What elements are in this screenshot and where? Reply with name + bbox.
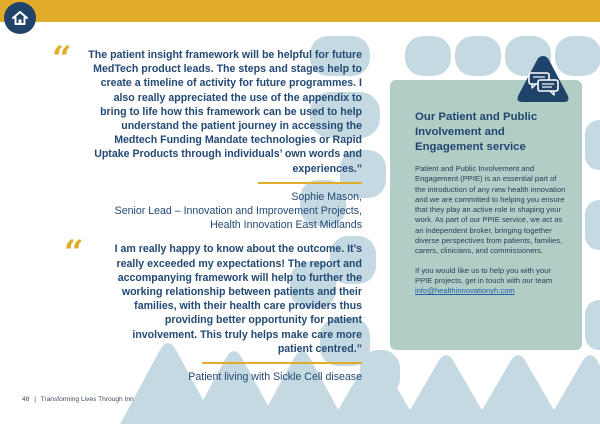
quote-attribution-role: Senior Lead – Innovation and Improvement Projects, [114,205,362,218]
quote-mark-icon: “ [64,233,84,274]
panel-title: Our Patient and Public Involvement and Engagement service [415,111,538,153]
panel-contact-text: If you would like us to help you with your PPIE projects, get in touch with our team [415,265,553,285]
top-bar [0,0,600,22]
footer-separator: | [34,396,36,403]
divider [202,362,362,364]
testimonials [40,39,362,384]
email-link[interactable]: info@healthinnovationyh.com [415,286,515,296]
panel-paragraph-2 [415,266,566,297]
publication-title: Transforming Lives Through Inn [40,396,134,403]
quote-attribution-name: Patient living with Sickle Cell disease [188,371,362,384]
testimonial-2 [40,233,362,384]
quote-attribution-name: Sophie Mason, [291,190,362,203]
quote-text: I am really happy to know about the outcome. It’s really exceeded my expectations! The report and accompanying framework will help to further the working relationship between patients and their families, with their health care providers thus providing better opportunity for patient involvement. This truly helps make care more patient centred.” [114,243,362,355]
ppie-info-panel [390,80,582,350]
page-footer [22,396,134,403]
quote-mark-icon: “ [52,39,72,79]
quote-attribution-org: Health Innovation East Midlands [210,219,362,232]
chat-bubbles-icon [516,54,570,106]
divider [258,182,362,184]
home-icon [10,8,30,28]
testimonial-1 [40,39,362,232]
quote-text: The patient insight framework will be helpful for future MedTech product leads. The steps and stages help to create a timeline of activity for future programmes. I also really appreciated the use of the appendix to bring to life how this framework can be used to help understand the patient journey in accessing the Medtech Funding Mandate technologies or Rapid Uptake Products through individuals’ own words and experiences.” [88,49,362,175]
panel-paragraph-1: Patient and Public Involvement and Engagement (PPIE) is an essential part of the introduction of any new health innovation and we are committed to helping you ensure that they play an active role in shaping your work. As part of our PPIE service, we act as an independent broker, bringing together diverse perspectives from patients, families, carers, clinicians, and commissioners. [415,164,566,256]
home-button[interactable] [4,2,36,34]
page-number: 48 [22,396,30,403]
